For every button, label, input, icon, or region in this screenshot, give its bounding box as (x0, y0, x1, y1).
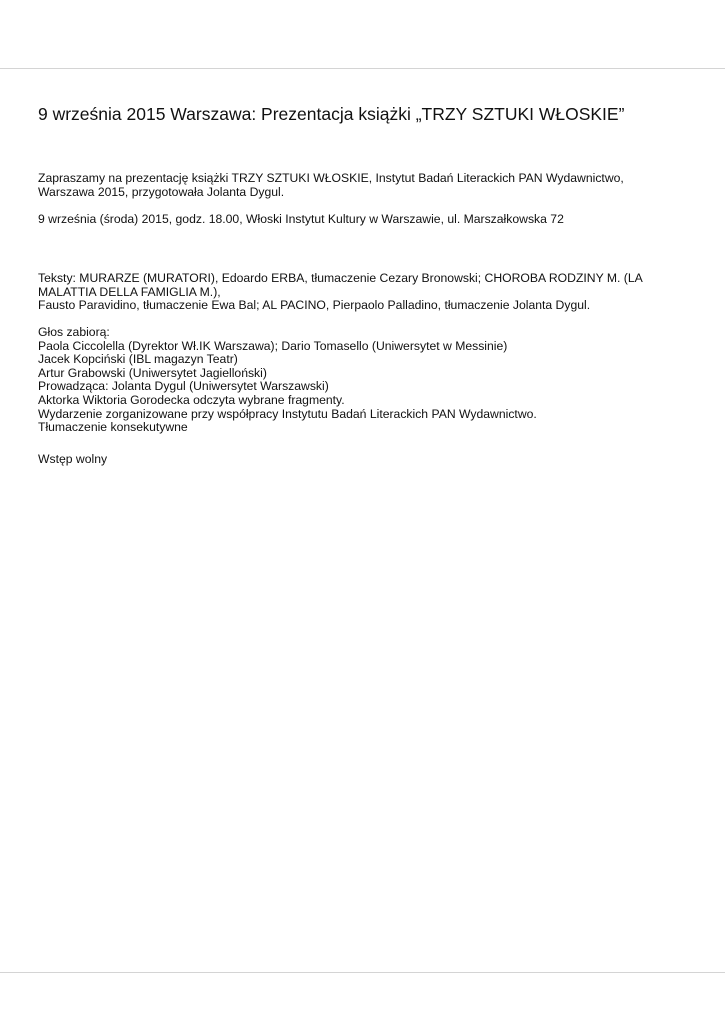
intro-line: Zapraszamy na prezentację książki TRZY SZTUKI WŁOSKIE, Instytut Badań Literackich PAN Wydawnictwo, (38, 171, 624, 185)
texts-line: Teksty: MURARZE (MURATORI), Edoardo ERBA, tłumaczenie Cezary Bronowski; CHOROBA RODZINY M. (LA (38, 271, 643, 285)
texts-line: Fausto Paravidino, tłumaczenie Ewa Bal; AL PACINO, Pierpaolo Palladino, tłumaczenie Jolanta Dygul. (38, 298, 591, 313)
intro-paragraph (38, 172, 698, 199)
speakers-line: Prowadząca: Jolanta Dygul (Uniwersytet Warszawski) (38, 379, 329, 394)
top-divider (0, 68, 725, 69)
intro-line: Warszawa 2015, przygotowała Jolanta Dygul. (38, 184, 285, 199)
speakers-line: Głos zabiorą: (38, 325, 110, 339)
speakers-line: Jacek Kopciński (IBL magazyn Teatr) (38, 352, 238, 367)
admission-paragraph (38, 453, 698, 467)
speakers-line: Wydarzenie zorganizowane przy współpracy Instytutu Badań Literackich PAN Wydawnictwo. (38, 406, 537, 421)
bottom-divider (0, 972, 725, 973)
speakers-line: Paola Ciccolella (Dyrektor Wł.IK Warszawa); Dario Tomasello (Uniwersytet w Messinie) (38, 338, 508, 353)
speakers-line: Artur Grabowski (Uniwersytet Jagielloński) (38, 365, 267, 380)
page-title: 9 września 2015 Warszawa: Prezentacja książki „TRZY SZTUKI WŁOSKIE” (38, 104, 625, 124)
event-info-line: 9 września (środa) 2015, godz. 18.00, Włoski Instytut Kultury w Warszawie, ul. Marszałkowska 72 (38, 212, 564, 226)
speakers-line: Tłumaczenie konsekutywne (38, 420, 188, 435)
speakers-line: Aktorka Wiktoria Gorodecka odczyta wybrane fragmenty. (38, 392, 345, 407)
event-info-paragraph (38, 213, 698, 227)
speakers-paragraph (38, 326, 698, 435)
texts-paragraph (38, 272, 698, 313)
texts-line: MALATTIA DELLA FAMIGLIA M.), (38, 284, 221, 299)
admission-line: Wstęp wolny (38, 452, 108, 466)
